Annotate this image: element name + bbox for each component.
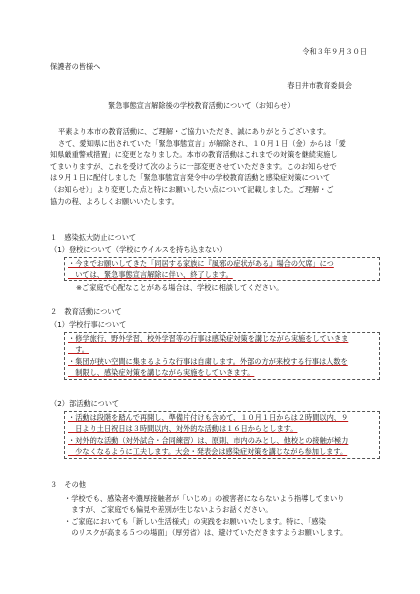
box-line: す。 [68,345,89,355]
intro-paragraph [50,127,375,208]
section3-heading: ３ その他 [50,480,86,489]
box-line: ・活動は段階を踏んで再開し、準備片付けも含めて、１０月１日からは２時間以内、９ [68,413,349,422]
intro-line: 知県厳重警戒措置」に変更となりました。本市の教育活動はこれまでの対策を継続実施し [50,150,338,160]
sender: 春日井市教育委員会 [287,81,352,90]
box-line: 日より土日祝日は３時間以内、対外的な活動は１６日からとします。 [68,424,298,434]
intro-line: （お知らせ）」より変更した点と特にお願いしたい点について記載しました。ご理解・ご [50,184,334,194]
intro-line: は９月１日に配付しました「緊急事態宣言発令中の学校教育活動と感染症対策について [50,173,331,183]
intro-line: てまいりますが、これを受けて次のように一部変更させていただきます。このお知らせで [50,161,337,171]
box-line: ・集団が狭い空間に集まるような行事は自粛します。外部の方が来校する行事は人数を [68,356,348,366]
box-line: ・対外的な活動（対外試合・合同練習）は、原則、市内のみとし、他校との接触が極力 [68,435,349,445]
section3-line: ・学校でも、感染者や濃厚接触者が「いじめ」の被害者にならないよう指導してまいり [64,494,345,503]
section2-subheading-2: （2）部活動について [50,399,120,408]
box-line: ・修学旅行、野外学習、校外学習等の行事は感染症対策を講じながら実施をしていきま [68,334,349,343]
intro-line: 協力の程、よろしくお願いいたします。 [50,196,179,206]
addressee: 保護者の皆様へ [50,62,101,71]
box-line: いては、緊急事態宣言解除に伴い、終了します。 [68,270,233,280]
section1-note: ※ご家庭で心配なことがある場合は、学校に相談してください。 [76,283,284,292]
intro-line: さて、愛知県に出されていた「緊急事態宣言」が解除され、１０月１日（金）からは「愛 [58,138,346,148]
section1-heading: １ 感染拡大防止について [50,233,137,242]
section2-subheading-1: （1）学校行事について [50,320,127,329]
section3-line: ますが、ご家庭でも偏見や差別が生じないようお話ください。 [64,505,273,515]
box-line: 少なくなるように工夫します。大会・発表会は感染症対策を講じながら参加します。 [68,447,348,457]
section1-subheading: （1）登校について（学校にウイルスを持ち込まない） [50,245,227,254]
document-title: 緊急事態宣言解除後の学校教育活動について（お知らせ） [108,101,295,110]
section2-heading: ２ 教育活動について [50,307,122,316]
section3-line: のリスクが高まる５つの場面」（厚労省）は、避けていただきますようお願いします。 [64,528,348,538]
section1-box [64,257,380,281]
section2-box-2 [64,411,380,459]
section2-box-1 [64,332,380,380]
box-line: 制限し、感染症対策を講じながら実施をしていきます。 [68,368,255,378]
issue-date: 令和３年９月３０日 [302,47,367,56]
intro-line: 平素より本市の教育活動に、ご理解・ご協力いただき、誠にありがとうございます。 [58,127,331,136]
section3-line: ・ご家庭においても「新しい生活様式」の実践をお願いいたします。特に、「感染 [64,516,326,526]
section3-body [64,494,380,540]
box-line: ・今までお願いしてきた「同居する家族に『風邪の症状がある』場合の欠席」につ [68,259,334,268]
